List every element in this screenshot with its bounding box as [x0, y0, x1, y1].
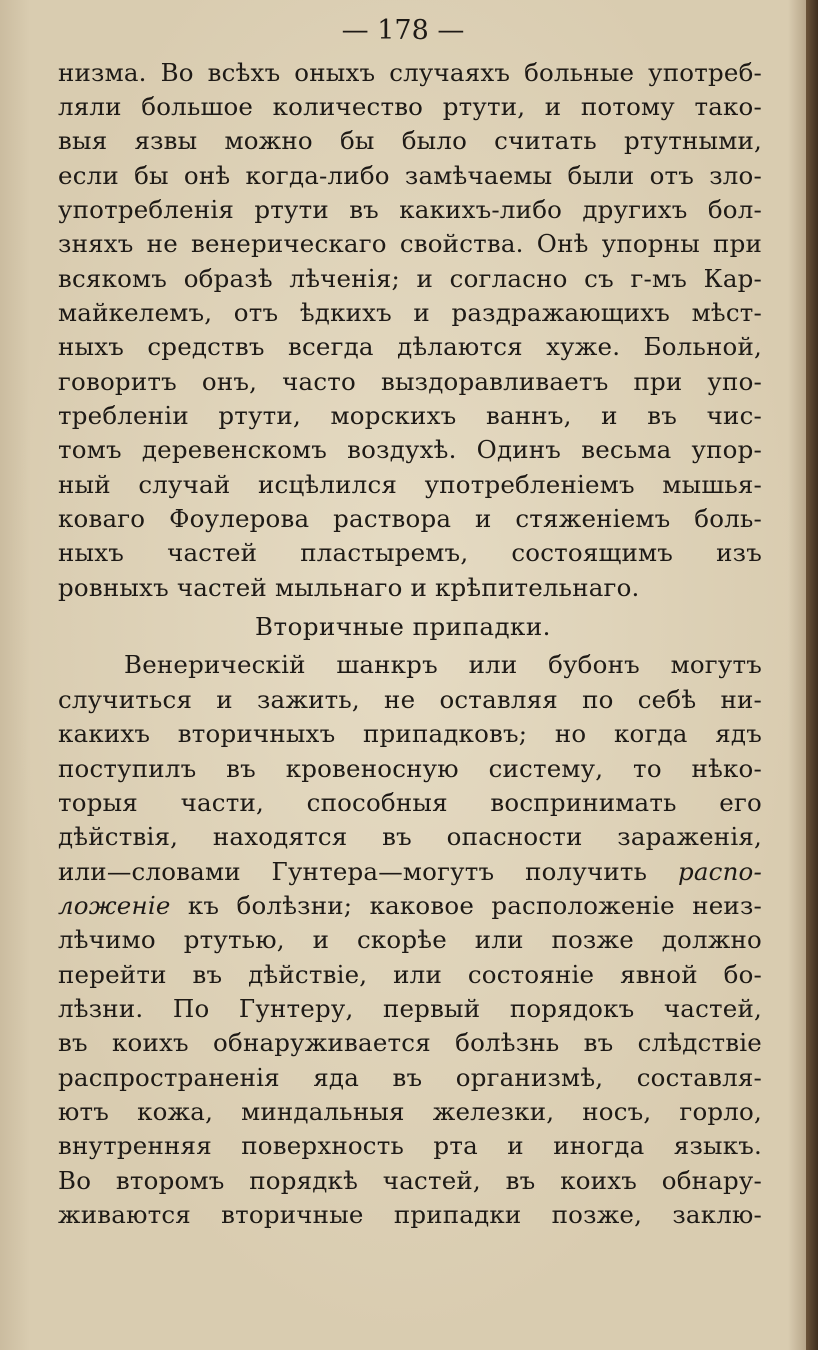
text-line: внутренняя поверхность рта и иногда языкъ.: [58, 1131, 762, 1160]
text-line: лѣчимо ртутью, и скорѣе или позже должно: [58, 925, 762, 954]
text-line: требленіи ртути, морскихъ ваннъ, и въ чис-: [58, 401, 762, 430]
italic-term: распо-: [677, 857, 762, 886]
text-line-with-italic: [58, 855, 762, 889]
text-line: ный случай исцѣлился употребленіемъ мышья-: [58, 470, 762, 499]
text-line: ровныхъ частей мыльнаго и крѣпительнаго.: [58, 573, 640, 602]
text-line: если бы онѣ когда-либо замѣчаемы были отъ зло-: [58, 161, 762, 190]
text-line: ныхъ средствъ всегда дѣлаются хуже. Больной,: [58, 332, 762, 361]
text-line: ляли большое количество ртути, и потому тако-: [58, 92, 762, 121]
text-line: дѣйствія, находятся въ опасности зараженія,: [58, 822, 762, 851]
text-line: поступилъ въ кровеносную систему, то нѣко-: [58, 754, 762, 783]
text-segment: или—словами Гунтера—могутъ получить: [58, 857, 648, 886]
book-spine-edge: [806, 0, 818, 1350]
text-line: говоритъ онъ, часто выздоравливаетъ при упо-: [58, 367, 762, 396]
text-line: распространенія яда въ организмѣ, составля-: [58, 1063, 762, 1092]
text-line: томъ деревенскомъ воздухѣ. Одинъ весьма упор-: [58, 435, 762, 464]
text-line-with-italic: [58, 889, 762, 923]
text-line: въ коихъ обнаруживается болѣзнь въ слѣдствіе: [58, 1028, 762, 1057]
text-line: зняхъ не венерическаго свойства. Онѣ упорны при: [58, 229, 762, 258]
text-line: торыя части, способныя воспринимать его: [58, 788, 762, 817]
text-line: ныхъ частей пластыремъ, состоящимъ изъ: [58, 538, 762, 567]
text-line: всякомъ образѣ лѣченія; и согласно съ г-мъ Кар-: [58, 264, 762, 293]
text-line: низма. Во всѣхъ оныхъ случаяхъ больные употреб-: [58, 58, 762, 87]
text-line: выя язвы можно бы было считать ртутными,: [58, 126, 762, 155]
italic-term: ложеніе: [58, 891, 171, 920]
text-line: случиться и зажить, не оставляя по себѣ ни-: [58, 685, 762, 714]
text-line: Во второмъ порядкѣ частей, въ коихъ обнару-: [58, 1166, 762, 1195]
text-line: перейти въ дѣйствіе, или состояніе явной бо-: [58, 960, 762, 989]
text-line: употребленія ртути въ какихъ-либо другихъ бол-: [58, 195, 762, 224]
section-heading: Вторичные припадки.: [255, 612, 551, 641]
text-line: ютъ кожа, миндальныя железки, носъ, горло,: [58, 1097, 762, 1126]
text-line: Венерическій шанкръ или бубонъ могутъ: [124, 650, 762, 679]
text-line: майкелемъ, отъ ѣдкихъ и раздражающихъ мѣст-: [58, 298, 762, 327]
page-number: — 178 —: [341, 15, 465, 46]
text-line: живаются вторичные припадки позже, заклю-: [58, 1200, 762, 1229]
text-line: какихъ вторичныхъ припадковъ; но когда ядъ: [58, 719, 762, 748]
text-segment: къ болѣзни; каковое расположеніе неиз-: [170, 891, 762, 920]
text-line: коваго Фоулерова раствора и стяженіемъ боль-: [58, 504, 762, 533]
text-line: лѣзни. По Гунтеру, первый порядокъ частей,: [58, 994, 762, 1023]
